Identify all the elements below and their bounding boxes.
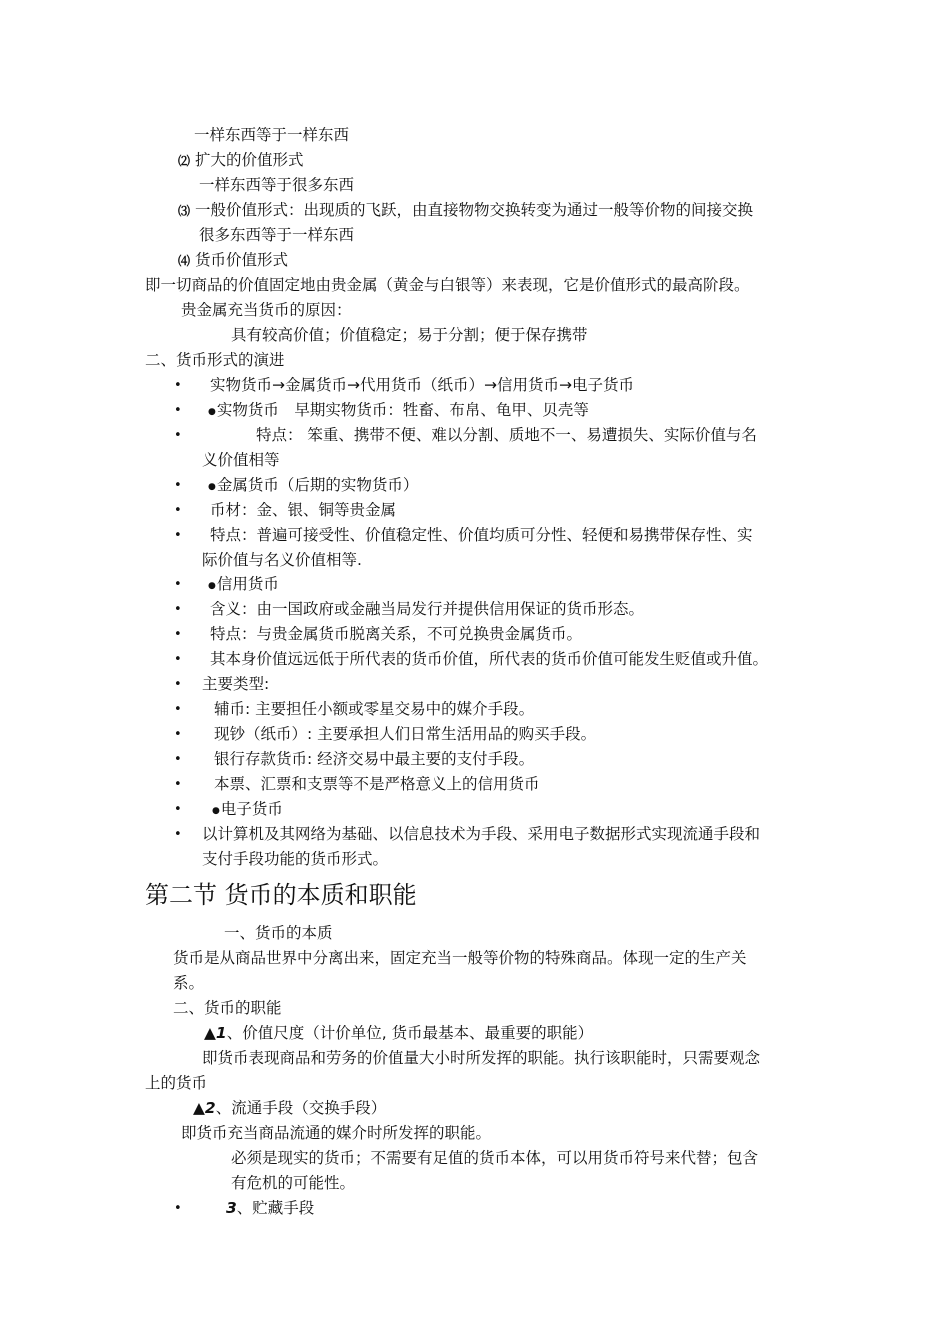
bullet-icon: • [174,777,182,792]
item-number: ⑷ [178,254,191,268]
list-item: 以计算机及其网络为基础、以信息技术为手段、采用电子数据形式实现流通手段和 [202,825,761,843]
list-item: 特点：普遍可接受性、价值稳定性、价值均质可分性、轻便和易携带保存性、实 [210,526,753,544]
text-line: 贵金属充当货币的原因： [181,301,352,319]
text-line: 具有较高价值；价值稳定；易于分割；便于保存携带 [231,326,588,344]
list-item: ●实物货币 早期实物货币：牲畜、布帛、龟甲、贝壳等 [208,401,589,419]
bullet-icon: • [174,702,182,717]
paragraph-line: 即货币充当商品流通的媒介时所发挥的职能。 [181,1124,492,1142]
bullet-icon: • [174,827,182,842]
bullet-icon: • [174,652,182,667]
small-dot-icon: ● [212,806,220,816]
list-item-continued: 支付手段功能的货币形式。 [202,850,389,868]
subsection-heading: 一、货币的本质 [224,924,333,942]
bullet-icon: • [174,478,182,493]
text-line: 一样东西等于很多东西 [199,176,355,194]
bullet-icon: • [174,503,182,518]
list-item: 含义：由一国政府或金融当局发行并提供信用保证的货币形态。 [210,600,645,618]
text-line: 一样东西等于一样东西 [194,126,350,144]
text-line [178,148,303,174]
bullet-icon: • [174,802,182,817]
list-item: 币材：金、银、铜等贵金属 [210,501,397,519]
list-item: 现钞（纸币）: 主要承担人们日常生活用品的购买手段。 [214,725,597,743]
small-dot-icon: ● [208,581,216,591]
list-item: 银行存款货币: 经济交易中最主要的支付手段。 [214,750,535,768]
section-heading: 二、货币形式的演进 [145,351,285,369]
list-item: 实物货币→金属货币→代用货币（纸币）→信用货币→电子货币 [210,376,634,394]
item-number: ⑶ [178,204,191,218]
bullet-icon: • [174,428,182,443]
bullet-icon: • [174,577,182,592]
bullet-icon: • [174,752,182,767]
function-heading: ▲2、流通手段（交换手段） [193,1099,387,1117]
item-text: 一般价值形式：出现质的飞跃，由直接物物交换转变为通过一般等价物的间接交换 [194,201,753,219]
text-line [178,248,288,274]
page-title: 第二节 货币的本质和职能 [145,881,417,909]
bullet-icon: • [174,378,182,393]
item-text: 扩大的价值形式 [194,151,304,169]
paragraph-line: 有危机的可能性。 [231,1174,356,1192]
list-item: ●金属货币（后期的实物货币） [208,476,419,494]
list-item: 主要类型: [202,675,270,693]
text-line: 即一切商品的价值固定地由贵金属（黄金与白银等）来表现，它是价值形式的最高阶段。 [145,276,750,294]
bullet-icon: • [174,727,182,742]
paragraph-line: 必须是现实的货币；不需要有足值的货币本体，可以用货币符号来代替；包含 [231,1149,759,1167]
function-heading: ▲1、价值尺度（计价单位, 货币最基本、最重要的职能） [204,1024,594,1042]
list-item-continued: 际价值与名义价值相等. [202,551,362,569]
text-line [178,198,753,224]
list-item: 特点：与贵金属货币脱离关系，不可兑换贵金属货币。 [210,625,583,643]
paragraph-line: 即货币表现商品和劳务的价值量大小时所发挥的职能。执行该职能时，只需要观念 [202,1049,761,1067]
bullet-icon: • [174,403,182,418]
bullet-icon: • [174,602,182,617]
bullet-icon: • [174,1201,182,1216]
bullet-icon: • [174,677,182,692]
triangle-icon: ▲ [193,1099,205,1117]
list-item-continued: 义价值相等 [202,451,280,469]
paragraph-line: 货币是从商品世界中分离出来，固定充当一般等价物的特殊商品。体现一定的生产关 [173,949,747,967]
paragraph-line: 系。 [173,974,205,992]
list-item: 本票、汇票和支票等不是严格意义上的信用货币 [214,775,540,793]
item-number: ⑵ [178,154,191,168]
list-item: ●信用货币 [208,575,279,593]
subsection-heading: 二、货币的职能 [173,999,282,1017]
bullet-icon: • [174,627,182,642]
text-line: 很多东西等于一样东西 [199,226,355,244]
triangle-icon: ▲ [204,1024,216,1042]
list-item: 辅币: 主要担任小额或零星交易中的媒介手段。 [214,700,535,718]
small-dot-icon: ● [208,407,216,417]
paragraph-line: 上的货币 [145,1074,208,1092]
function-heading: 3、贮藏手段 [226,1199,315,1217]
list-item: 特点： 笨重、携带不便、难以分割、质地不一、易遭损失、实际价值与名 [256,426,757,444]
small-dot-icon: ● [208,482,216,492]
list-item: 其本身价值远远低于所代表的货币价值，所代表的货币价值可能发生贬值或升值。 [210,650,769,668]
item-text: 货币价值形式 [194,251,288,269]
list-item: ●电子货币 [212,800,283,818]
bullet-icon: • [174,528,182,543]
